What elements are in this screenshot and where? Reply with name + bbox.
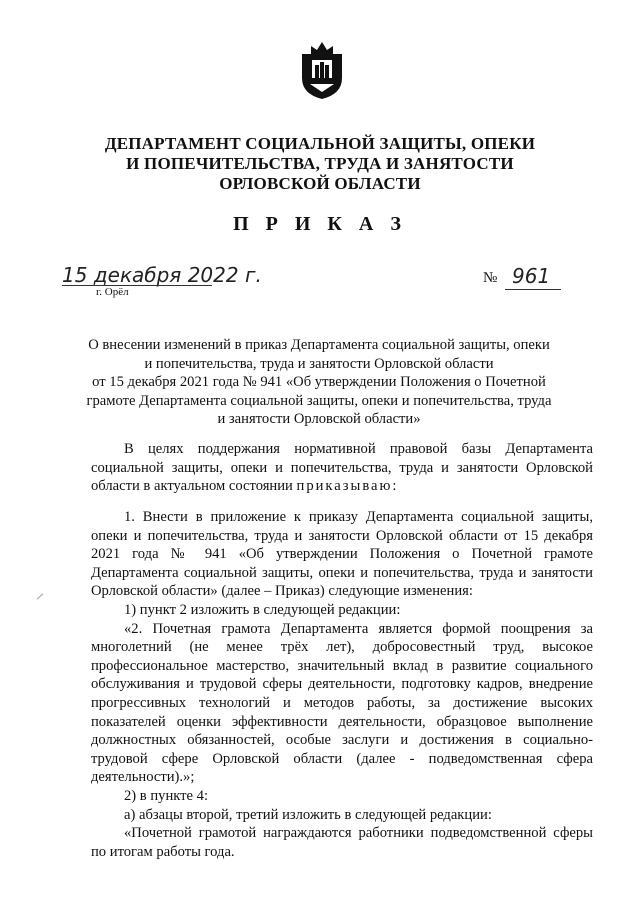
subject-line: грамоте Департамента социальной защиты, опеки и попечительства, труда <box>86 392 552 409</box>
subject-line: от 15 декабря 2021 года № 941 «Об утверждении Положения о Почетной <box>92 374 546 391</box>
handwritten-number: 961 <box>512 264 551 288</box>
body-paragraph: «2. Почетная грамота Департамента является формой поощрения за многолетний (не менее трёх лет), добросовестный труд, высокое профессиональное мастерство, значительный вклад в развитие социального обслуживания и трудовой сферы деятельности, подготовку кадров, внедрение прогрессивных технологий и методов работы, за достижение высоких показателей оценки эффективности деятельности, образцовое выполнение должностных обязанностей, особые заслуги и достижения в социально-трудовой сфере Орловской области (далее - подведомственная сфера деятельности).»; <box>91 620 593 786</box>
body-paragraph: 2) в пункте 4: <box>124 787 209 804</box>
handwritten-date: 15 декабря 2022 г. <box>62 263 262 287</box>
preamble-text: В целях поддержания нормативной правовой базы Департамента социальной защиты, опеки и попечительства, труда и занятости Орловской области в актуальном состоянии <box>91 441 593 495</box>
margin-mark <box>37 593 43 599</box>
city-label: г. Орёл <box>96 286 129 298</box>
number-underline <box>505 289 561 290</box>
department-line-2: И ПОПЕЧИТЕЛЬСТВА, ТРУДА И ЗАНЯТОСТИ <box>126 154 514 173</box>
subject-line: и попечительства, труда и занятости Орловской области <box>144 355 494 372</box>
preamble-order-word: приказываю: <box>296 478 399 495</box>
department-name <box>0 134 640 194</box>
subject-line: О внесении изменений в приказ Департамента социальной защиты, опеки <box>88 337 550 353</box>
order-subject <box>80 336 558 429</box>
body-paragraph: а) абзацы второй, третий изложить в следующей редакции: <box>124 806 492 823</box>
number-label: № <box>483 270 498 286</box>
document-type-heading: П Р И К А З <box>233 213 407 235</box>
coat-of-arms-emblem <box>298 40 346 100</box>
body-paragraph: «Почетной грамотой награждаются работники подведомственной сферы по итогам работы года. <box>91 825 593 860</box>
department-line-1: ДЕПАРТАМЕНТ СОЦИАЛЬНОЙ ЗАЩИТЫ, ОПЕКИ <box>104 134 536 153</box>
body-paragraph: 1) пункт 2 изложить в следующей редакции: <box>124 601 401 618</box>
subject-line: и занятости Орловской области» <box>217 411 421 428</box>
order-body <box>91 508 593 861</box>
body-paragraph: 1. Внести в приложение к приказу Департамента социальной защиты, опеки и попечительства, труда и занятости Орловской области от 15 декабря 2021 года № 941 «Об утверждении Положения о Почетной грамоте Департамента социальной защиты, опеки и попечительства, труда и занятости Орловской области» (далее – Приказ) следующие изменения: <box>91 509 593 600</box>
preamble-paragraph <box>91 440 593 496</box>
department-line-3: ОРЛОВСКОЙ ОБЛАСТИ <box>219 174 421 193</box>
date-underline <box>62 285 212 286</box>
